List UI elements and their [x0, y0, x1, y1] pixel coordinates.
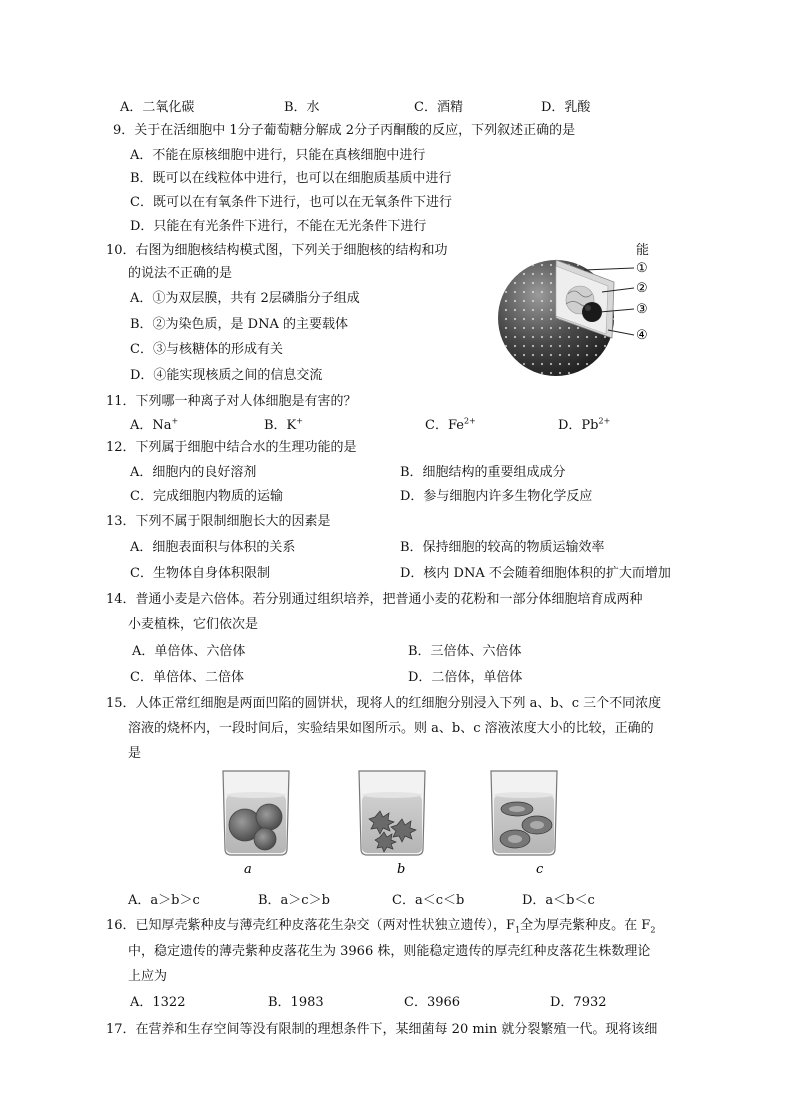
- q15-option-a: A．a＞b＞c: [128, 893, 200, 908]
- q9-option-b: B．既可以在线粒体中进行，也可以在细胞质基质中进行: [130, 171, 452, 186]
- q8-option-b: B．水: [284, 100, 320, 115]
- q12-option-b: B．细胞结构的重要组成成分: [400, 465, 566, 480]
- q9-stem: 9．关于在活细胞中 1分子葡萄糖分解成 2分子丙酮酸的反应，下列叙述正确的是: [113, 123, 576, 138]
- q10-stem-continuation: 能: [636, 243, 650, 258]
- beaker-label-b: b: [397, 862, 406, 877]
- q13-option-b: B．保持细胞的较高的物质运输效率: [400, 540, 605, 555]
- q12-stem: 12．下列属于细胞中结合水的生理功能的是: [106, 440, 357, 455]
- q11-option-d: D．$Pb^{2+}$: [558, 416, 611, 433]
- q16-stem-line3: 上应为: [128, 969, 168, 984]
- q8-option-a: A．二氧化碳: [120, 100, 195, 115]
- nucleus-sphere: [498, 260, 614, 376]
- q9-option-c: C．既可以在有氧条件下进行，也可以在无氧条件下进行: [130, 195, 452, 210]
- q15-stem-line3: 是: [128, 746, 142, 761]
- q13-option-a: A．细胞表面积与体积的关系: [130, 540, 296, 555]
- q12-option-d: D．参与细胞内许多生物化学反应: [400, 489, 593, 504]
- q16-option-d: D．7932: [550, 995, 607, 1010]
- q14-option-d: D．二倍体，单倍体: [408, 670, 523, 685]
- q8-option-c: C．酒精: [414, 100, 463, 115]
- q15-stem-line2: 溶液的烧杯内，一段时间后，实验结果如图所示。则 a、b、c 溶液浓度大小的比较，正确的: [128, 721, 654, 736]
- q10-option-d: D．④能实现核质之间的信息交流: [130, 368, 323, 383]
- nucleus-diagram: [484, 252, 674, 377]
- q15-option-c: C．a＜c＜b: [392, 893, 465, 908]
- beaker-label-c: c: [536, 862, 544, 877]
- q15-option-d: D．a＜b＜c: [522, 893, 595, 908]
- q16-option-b: B．1983: [268, 995, 324, 1010]
- swollen-cell: [256, 804, 282, 830]
- nucleus-label-1: ①: [636, 261, 648, 276]
- q13-option-c: C．生物体自身体积限制: [130, 566, 270, 581]
- nucleus-label-4: ④: [636, 328, 648, 343]
- beaker-label-a: a: [244, 862, 252, 877]
- q15-option-b: B．a＞c＞b: [258, 893, 330, 908]
- q8-option-d: D．乳酸: [541, 100, 591, 115]
- beaker-figure: [215, 765, 585, 877]
- q10-stem-line2: 的说法不正确的是: [128, 266, 233, 281]
- q16-stem-line1: 16．已知厚壳紫种皮与薄壳红种皮落花生杂交（两对性状独立遗传），$F_1$全为厚壳紫种皮。在 $F_2$: [106, 918, 656, 935]
- q11-option-a: A．Na+: [130, 416, 179, 433]
- q13-option-d: D．核内 DNA 不会随着细胞体积的扩大而增加: [400, 566, 671, 581]
- q11-option-c: C．$Fe^{2+}$: [425, 416, 476, 433]
- q16-stem-line2: 中，稳定遗传的薄壳紫种皮落花生为 3966 株，则能稳定遗传的厚壳红种皮落花生株数理论: [128, 944, 651, 959]
- q14-option-c: C．单倍体、二倍体: [130, 670, 244, 685]
- nucleus-label-2: ②: [636, 281, 648, 296]
- q9-option-a: A．不能在原核细胞中进行，只能在真核细胞中进行: [130, 148, 426, 163]
- q14-stem-line2: 小麦植株，它们依次是: [128, 617, 259, 632]
- q11-option-b: B．K+: [264, 416, 303, 433]
- q10-option-b: B．②为染色质，是 DNA 的主要载体: [130, 317, 349, 332]
- q12-option-a: A．细胞内的良好溶剂: [130, 465, 257, 480]
- q14-option-b: B．三倍体、六倍体: [408, 644, 522, 659]
- nucleus-label-3: ③: [636, 302, 648, 317]
- q10-stem-line1: 10．右图为细胞核结构模式图，下列关于细胞核的结构和功: [106, 243, 448, 258]
- q17-stem: 17．在营养和生存空间等没有限制的理想条件下，某细菌每 20 min 就分裂繁殖一代。现将该细: [106, 1022, 658, 1037]
- q11-stem: 11．下列哪一种离子对人体细胞是有害的？: [106, 394, 357, 409]
- q9-option-d: D．只能在有光条件下进行，不能在无光条件下进行: [130, 219, 427, 234]
- q16-option-a: A．1322: [130, 995, 186, 1010]
- q10-option-c: C．③与核糖体的形成有关: [130, 342, 283, 357]
- q10-option-a: A．①为双层膜，共有 2层磷脂分子组成: [130, 291, 360, 306]
- beaker-b: [359, 771, 425, 855]
- q14-option-a: A．单倍体、六倍体: [132, 644, 246, 659]
- q13-stem: 13．下列不属于限制细胞长大的因素是: [106, 514, 331, 529]
- q16-option-c: C．3966: [404, 995, 461, 1010]
- beaker-a: [223, 771, 289, 855]
- q14-stem-line1: 14．普通小麦是六倍体。若分别通过组织培养，把普通小麦的花粉和一部分体细胞培育成两种: [106, 592, 643, 607]
- q12-option-c: C．完成细胞内物质的运输: [130, 489, 283, 504]
- swollen-cell: [254, 828, 276, 850]
- beaker-c: [491, 771, 557, 855]
- q15-stem-line1: 15．人体正常红细胞是两面凹陷的圆饼状，现将人的红细胞分别浸入下列 a、b、c 三个不同浓度: [106, 696, 662, 711]
